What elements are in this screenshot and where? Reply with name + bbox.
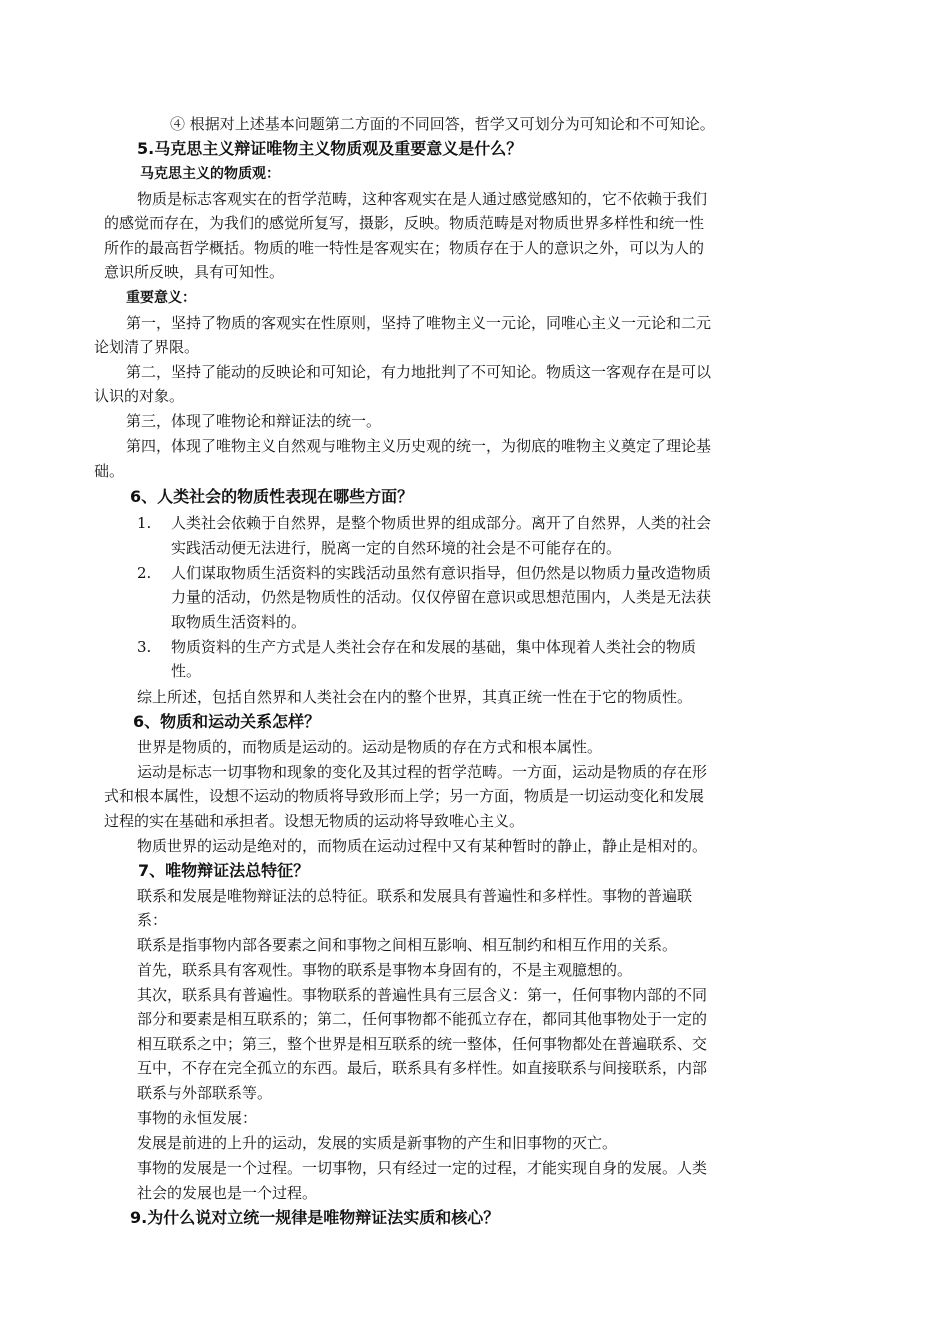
- paragraph-line: 联系与外部联系等。: [137, 1084, 273, 1102]
- paragraph-line: 系：: [137, 911, 168, 929]
- heading-q6-motion: 6、物质和运动关系怎样？: [133, 712, 321, 731]
- list-item-line: 力量的活动，仍然是物质性的活动。仅仅停留在意识或思想范围内，人类是无法获: [171, 588, 712, 606]
- paragraph-line: 意识所反映，具有可知性。: [104, 263, 285, 281]
- subheading-significance: 重要意义：: [126, 290, 196, 306]
- heading-q5: 5.马克思主义辩证唯物主义物质观及重要意义是什么？: [137, 139, 523, 158]
- paragraph-line: 联系是指事物内部各要素之间和事物之间相互影响、相互制约和相互作用的关系。: [137, 936, 678, 954]
- paragraph-line: 运动是标志一切事物和现象的变化及其过程的哲学范畴。一方面，运动是物质的存在形: [137, 763, 708, 781]
- paragraph-line: 第一，坚持了物质的客观实在性原则，坚持了唯物主义一元论，同唯心主义一元论和二元: [126, 314, 712, 332]
- list-item-line: 人类社会依赖于自然界，是整个物质世界的组成部分。离开了自然界，人类的社会: [171, 514, 712, 532]
- intro-item-4: ④ 根据对上述基本问题第二方面的不同回答，哲学又可划分为可知论和不可知论。: [170, 115, 715, 133]
- paragraph-line: 事物的发展是一个过程。一切事物，只有经过一定的过程，才能实现自身的发展。人类: [137, 1159, 708, 1177]
- heading-q7: 7、唯物辩证法总特征？: [138, 861, 310, 880]
- list-number: 1.: [137, 514, 152, 532]
- list-item-line: 取物质生活资料的。: [171, 613, 307, 631]
- paragraph-line: 的感觉而存在，为我们的感觉所复写，摄影，反映。物质范畴是对物质世界多样性和统一性: [104, 214, 705, 232]
- heading-q9: 9.为什么说对立统一规律是唯物辩证法实质和核心？: [130, 1208, 500, 1227]
- paragraph-line: 互中，不存在完全孤立的东西。最后，联系具有多样性。如直接联系与间接联系，内部: [137, 1059, 708, 1077]
- paragraph-line: 联系和发展是唯物辩证法的总特征。联系和发展具有普遍性和多样性。事物的普遍联: [137, 887, 693, 905]
- list-item-line: 性。: [171, 662, 202, 680]
- paragraph-line: 世界是物质的，而物质是运动的。运动是物质的存在方式和根本属性。: [137, 738, 603, 756]
- paragraph-line: 认识的对象。: [94, 387, 185, 405]
- summary-line: 综上所述，包括自然界和人类社会在内的整个世界，其真正统一性在于它的物质性。: [137, 688, 693, 706]
- paragraph-line: 事物的永恒发展：: [137, 1109, 258, 1127]
- subheading-materialism-view: 马克思主义的物质观：: [140, 166, 280, 182]
- paragraph-line: 础。: [94, 462, 125, 480]
- paragraph-line: 第二，坚持了能动的反映论和可知论，有力地批判了不可知论。物质这一客观存在是可以: [126, 363, 712, 381]
- paragraph-line: 论划清了界限。: [94, 338, 200, 356]
- paragraph-line: 其次，联系具有普遍性。事物联系的普遍性具有三层含义：第一，任何事物内部的不同: [137, 986, 708, 1004]
- paragraph-line: 社会的发展也是一个过程。: [137, 1184, 318, 1202]
- paragraph-line: 部分和要素是相互联系的；第二，任何事物都不能孤立存在，都同其他事物处于一定的: [137, 1010, 708, 1028]
- paragraph-line: 所作的最高哲学概括。物质的唯一特性是客观实在；物质存在于人的意识之外，可以为人的: [104, 239, 705, 257]
- list-item-line: 物质资料的生产方式是人类社会存在和发展的基础，集中体现着人类社会的物质: [171, 638, 697, 656]
- list-item-line: 人们谋取物质生活资料的实践活动虽然有意识指导，但仍然是以物质力量改造物质: [171, 564, 712, 582]
- list-number: 3.: [137, 638, 152, 656]
- list-number: 2.: [137, 564, 152, 582]
- paragraph-line: 第三，体现了唯物论和辩证法的统一。: [126, 412, 382, 430]
- paragraph-line: 发展是前进的上升的运动，发展的实质是新事物的产生和旧事物的灭亡。: [137, 1134, 618, 1152]
- paragraph-line: 首先，联系具有客观性。事物的联系是事物本身固有的，不是主观臆想的。: [137, 961, 633, 979]
- paragraph-line: 过程的实在基础和承担者。设想无物质的运动将导致唯心主义。: [104, 812, 525, 830]
- paragraph-line: 物质世界的运动是绝对的，而物质在运动过程中又有某种暂时的静止，静止是相对的。: [137, 837, 708, 855]
- paragraph-line: 物质是标志客观实在的哲学范畴，这种客观实在是人通过感觉感知的，它不依赖于我们: [137, 190, 708, 208]
- heading-q6-society: 6、人类社会的物质性表现在哪些方面？: [130, 487, 414, 506]
- paragraph-line: 相互联系之中；第三，整个世界是相互联系的统一整体，任何事物都处在普遍联系、交: [137, 1035, 708, 1053]
- paragraph-line: 第四，体现了唯物主义自然观与唯物主义历史观的统一，为彻底的唯物主义奠定了理论基: [126, 437, 712, 455]
- list-item-line: 实践活动便无法进行，脱离一定的自然环境的社会是不可能存在的。: [171, 539, 622, 557]
- paragraph-line: 式和根本属性，设想不运动的物质将导致形而上学；另一方面，物质是一切运动变化和发展: [104, 787, 705, 805]
